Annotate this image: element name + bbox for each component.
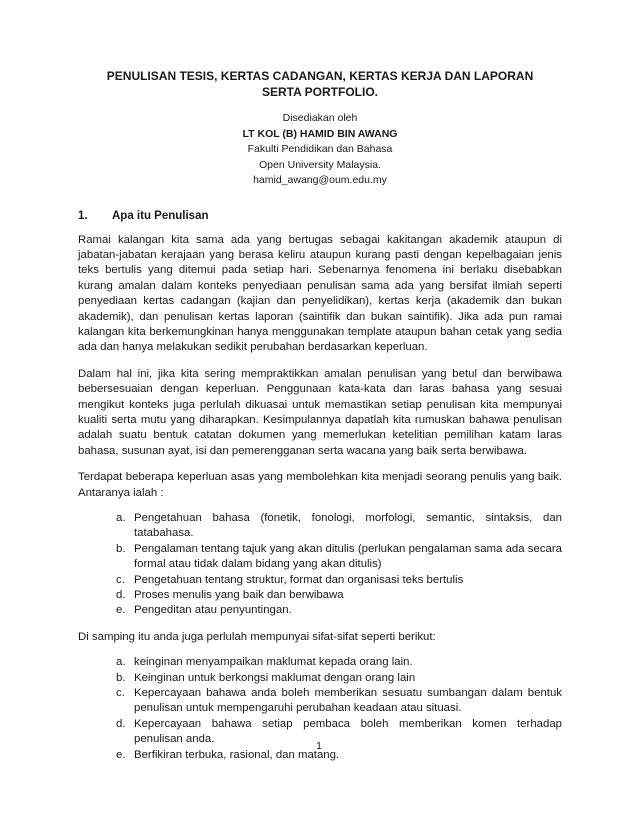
title-line-2: SERTA PORTFOLIO. [262, 85, 378, 99]
list-item-text: Pengetahuan tentang struktur, format dan organisasi teks bertulis [134, 573, 464, 586]
requirements-list [78, 511, 562, 619]
list-marker: d. [116, 589, 126, 602]
list-item [78, 686, 562, 717]
list-item [78, 511, 562, 542]
list-item-text: Kepercayaan bahawa anda boleh memberikan sesuatu sumbangan dalam bentuk penulisan untuk mempengaruhi perubahan keadaan atau situasi. [134, 687, 562, 715]
prepared-by: Disediakan oleh [282, 112, 358, 124]
list-marker: a. [116, 512, 126, 524]
list-item-text: Pengetahuan bahasa (fonetik, fonologi, morfologi, semantic, sintaksis, dan tatabahasa. [134, 512, 562, 540]
list-item-text: Berfikiran terbuka, rasional, dan matang. [134, 748, 340, 761]
list-marker: c. [116, 687, 125, 700]
author-email[interactable]: hamid_awang@oum.edu.my [253, 174, 387, 186]
list-item-text: Pengeditan atau penyuntingan. [134, 604, 292, 617]
page-number: 1 [316, 740, 322, 752]
document-title [78, 68, 562, 100]
list-marker: b. [116, 671, 126, 684]
list-item-text: keinginan menyampaikan maklumat kepada orang lain. [134, 656, 413, 669]
list-item [78, 655, 562, 670]
author-university: Open University Malaysia. [259, 158, 381, 171]
list-marker: c. [116, 573, 125, 586]
list-item-text: Pengalaman tentang tajuk yang akan ditulis (perlukan pengalaman sama ada secara formal atau tidak dalam bidang yang akan ditulis) [134, 542, 562, 571]
section-title: Apa itu Penulisan [112, 209, 209, 222]
paragraph-1: Ramai kalangan kita sama ada yang bertugas sebagai kakitangan akademik ataupun di jabatan-jabatan kerajaan yang berasa keliru ataupun kurang pasti dengan kepelbagaian jenis teks bertulis yang ditemui pada setiap hari. Sebenarnya fenomena ini berlaku disebabkan kurang amalan dalam konteks penyediaan penulisan sama ada yang bersifat ilmiah seperti penyediaan kertas cadangan (kajian dan penyelidikan), kertas kerja (akademik dan bukan akademik), dan penulisan kertas laporan (saintifik dan bukan saintifik). Jika ada pun ramai kalangan kita berkemungkinan hanya menggunakan template ataupun bahan cetak yang sedia ada dan hanya melakukan sedikit perubahan berdasarkan keperluan. [78, 233, 562, 354]
list-marker: d. [116, 717, 126, 730]
author-name: LT KOL (B) HAMID BIN AWANG [242, 127, 398, 140]
list-marker: b. [116, 542, 126, 555]
paragraph-4: Di samping itu anda juga perlulah mempunyai sifat-sifat seperti berikut: [78, 630, 436, 643]
list-marker: a. [116, 656, 126, 669]
list-item-text: Keinginan untuk berkongsi maklumat dengan orang lain [134, 671, 416, 684]
list-item-text: Proses menulis yang baik dan berwibawa [134, 589, 344, 602]
section-heading [78, 210, 562, 222]
list-marker: e. [116, 748, 126, 761]
author-faculty: Fakulti Pendidikan dan Bahasa [247, 143, 393, 155]
title-line-1: PENULISAN TESIS, KERTAS CADANGAN, KERTAS KERJA DAN LAPORAN [106, 69, 534, 83]
list-item [78, 603, 562, 618]
author-block [78, 111, 562, 189]
document-page [78, 68, 562, 763]
list-item [78, 671, 562, 686]
paragraph-3: Terdapat beberapa keperluan asas yang membolehkan kita menjadi seorang penulis yang baik. Antaranya ialah : [78, 471, 562, 499]
paragraph-2: Dalam hal ini, jika kita sering mempraktikkan amalan penulisan yang betul dan berwibawa bebersesuaian dengan keperluan. Penggunaan kata-kata dan laras bahasa yang sesuai mengikut konteks juga perlulah dikuasai untuk memastikan setiap penulisan kita mempunyai kualiti serta mutu yang diharapkan. Kesimpulannya dapatlah kita rumuskan bahawa penulisan adalah suatu bentuk catatan dokumen yang memerlukan ketelitian pemilihan katam laras bahasa, susunan ayat, isi dan pemerengganan serta wacana yang baik serta berwibawa. [78, 367, 562, 457]
list-marker: e. [116, 604, 126, 617]
list-item [78, 573, 562, 588]
list-item-text: Kepercayaan bahawa setiap pembaca boleh memberikan komen terhadap penulisan anda. [134, 717, 562, 746]
section-number: 1. [78, 209, 88, 222]
list-item [78, 542, 562, 573]
list-item [78, 588, 562, 603]
